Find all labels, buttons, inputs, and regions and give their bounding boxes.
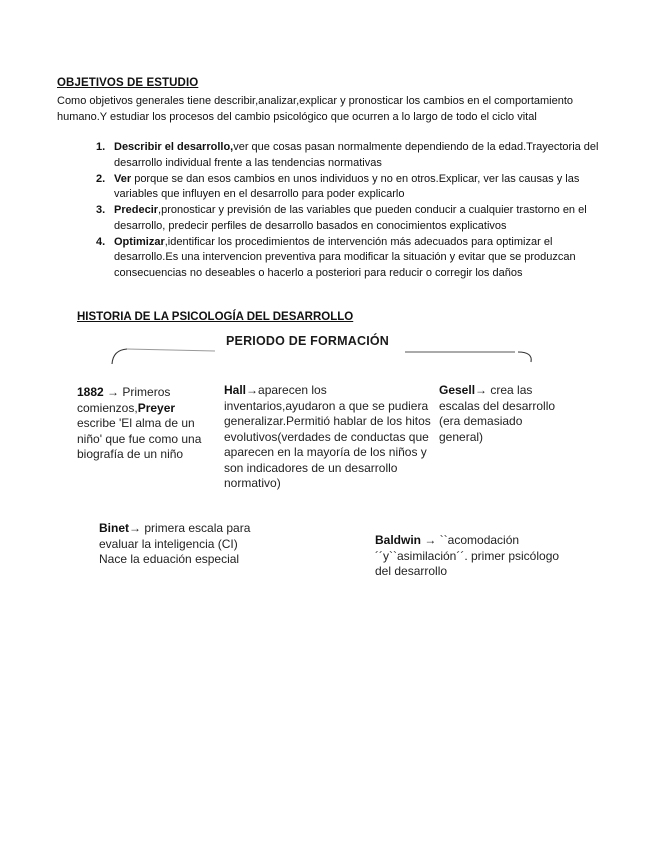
- list-term: Predecir: [114, 204, 159, 216]
- list-text: porque se dan esos cambios en unos individuos y no en otros.Explicar, ver las causas y las variables que influyen en el desarrollo para poder explicarlo: [114, 172, 580, 200]
- note-gesell: [439, 383, 559, 445]
- list-text: ,pronosticar y previsión de las variables que pueden conducir a cualquier trastorno en el desarrollo, predecir perfiles de desarrollo basados en conocimientos explicativos: [114, 204, 587, 232]
- list-item: [96, 172, 601, 203]
- list-term: Ver: [114, 172, 132, 185]
- list-text: ,identificar los procedimientos de intervención más adecuados para optimizar el desarrollo.Es una intervencion preventiva para modificar la situación y evitar que se produzcan consecuencias no deseables o hacerlo a posteriori para reducir o corregir los daños: [114, 235, 576, 279]
- list-item: [96, 235, 601, 282]
- historia-heading: HISTORIA DE LA PSICOLOGÍA DEL DESARROLLO: [77, 311, 354, 323]
- list-term: Describir el desarrollo,: [114, 141, 234, 153]
- list-number: 2.: [96, 172, 106, 185]
- objetivos-heading: OBJETIVOS DE ESTUDIO: [57, 77, 199, 89]
- list-term: Optimizar: [114, 235, 165, 248]
- note-hall: [224, 383, 434, 492]
- list-number: 4.: [96, 235, 106, 248]
- note-baldwin: [375, 533, 575, 580]
- note-text: →aparecen los inventarios,ayudaron a que se pudiera generalizar.Permitió hablar de los hitos evolutivos(verdades de conductas que aparecen en la mayoría de los niños y son indicadores de un desarrollo normativo): [224, 383, 431, 490]
- list-item: [96, 140, 601, 171]
- list-number: 3.: [96, 204, 106, 216]
- periodo-title: PERIODO DE FORMACIÓN: [226, 334, 390, 348]
- note-author: Hall: [224, 383, 247, 397]
- list-text: ver que cosas pasan normalmente dependiendo de la edad.Trayectoria del desarrollo individual frente a las tendencias normativas: [114, 141, 599, 169]
- objetivos-list: [96, 140, 601, 282]
- note-text: escribe 'El alma de un niño' que fue como una biografía de un niño: [77, 416, 202, 461]
- note-text: → crea las escalas del desarrollo (era demasiado general): [439, 383, 556, 444]
- note-text: → Primeros comienzos,: [77, 385, 171, 415]
- note-author: Gesell: [439, 383, 476, 397]
- objetivos-intro: Como objetivos generales tiene describir,analizar,explicar y pronosticar los cambios en el comportamiento humano.Y estudiar los procesos del cambio psicológico que ocurren a lo largo de todo el ciclo vital: [57, 95, 574, 123]
- note-text: → primera escala para evaluar la inteligencia (CI) Nace la eduación especial: [99, 521, 251, 566]
- note-binet: [99, 521, 269, 568]
- note-author: Baldwin: [375, 533, 422, 547]
- note-text: → ``acomodación´´y``asimilación´´. primer psicólogo del desarrollo: [375, 533, 560, 578]
- note-year: 1882: [77, 385, 104, 399]
- timeline-bracket: [105, 344, 545, 374]
- list-number: 1.: [96, 141, 106, 153]
- note-author: Preyer: [137, 400, 176, 415]
- note-author: Binet: [99, 521, 129, 535]
- list-item: [96, 203, 601, 234]
- note-1882-preyer: [77, 385, 217, 463]
